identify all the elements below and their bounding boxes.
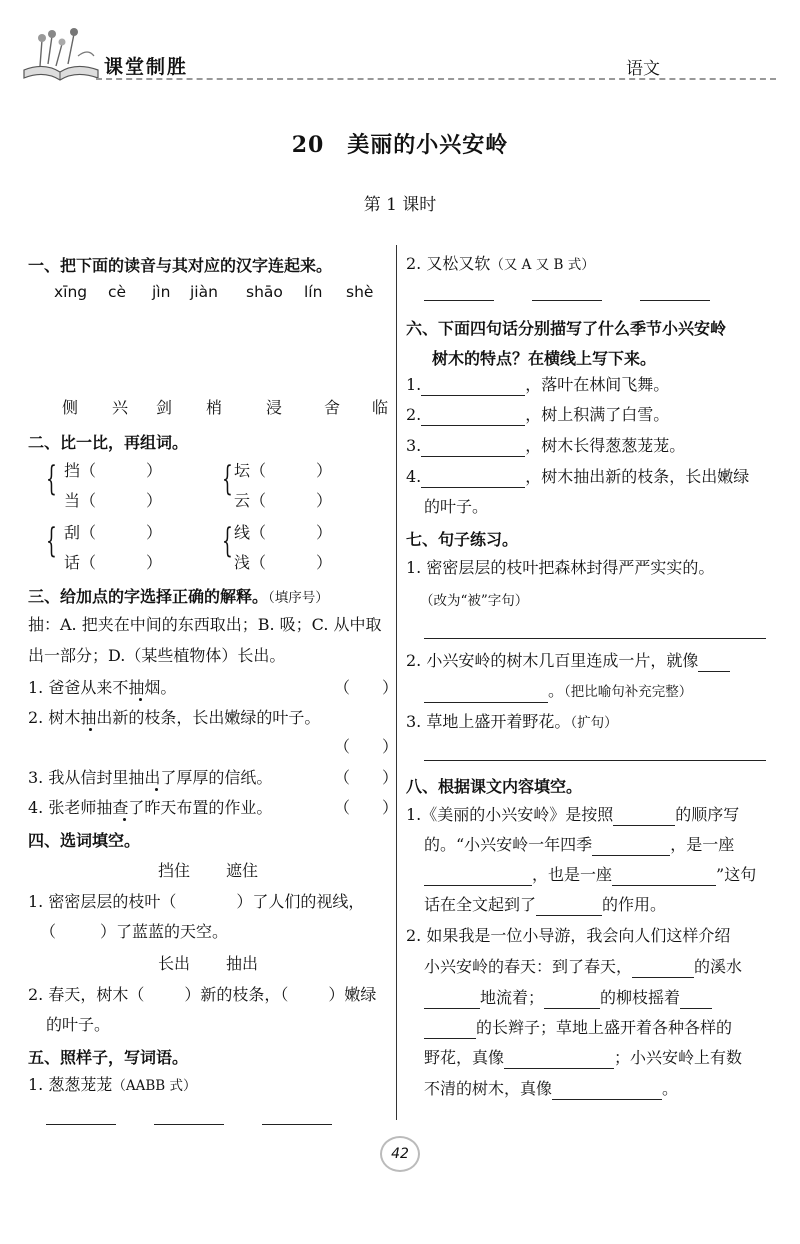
q2-pair-item: 刮（ ） bbox=[64, 523, 163, 542]
brace-icon: { bbox=[222, 459, 233, 499]
emphasis-dot bbox=[139, 698, 142, 701]
answer-blank[interactable] bbox=[592, 838, 670, 856]
header-brand: 课堂制胜 bbox=[104, 56, 189, 78]
q2-pair-item: 当（ ） bbox=[64, 491, 163, 510]
q3-item: 3. 我从信封里抽出了厚厚的信纸。 bbox=[28, 768, 273, 787]
q8-p2-line4: 的长辫子；草地上盛开着各种各样的 bbox=[424, 1017, 732, 1039]
q5-heading: 五、照样子，写词语。 bbox=[28, 1048, 189, 1067]
q2-pair-item: 浅（ ） bbox=[234, 553, 333, 572]
char-item[interactable]: 侧 bbox=[62, 398, 79, 417]
q6-item: 1. ，落叶在林间飞舞。 bbox=[406, 375, 670, 394]
brace-icon: { bbox=[222, 521, 233, 561]
q8-p1-line3: ，也是一座 ”这句 bbox=[424, 864, 756, 886]
q3-answer-paren[interactable]: （ ） bbox=[334, 768, 399, 787]
char-item[interactable]: 剑 bbox=[156, 398, 173, 417]
q7-sentence2: 2. 小兴安岭的树木几百里连成一片，就像 bbox=[406, 650, 730, 672]
lesson-subtitle: 第 1 课时 bbox=[363, 195, 437, 215]
pinyin-item[interactable]: shè bbox=[346, 283, 374, 301]
emphasis-dot bbox=[123, 818, 126, 821]
q3-heading-note: （填序号） bbox=[268, 590, 329, 606]
page-title: 20 美丽的小兴安岭 bbox=[291, 132, 509, 158]
q3-heading: 三、给加点的字选择正确的解释。 bbox=[28, 587, 269, 606]
q1-char-row bbox=[62, 397, 388, 419]
answer-blank[interactable] bbox=[421, 439, 525, 457]
answer-line[interactable] bbox=[154, 1124, 224, 1125]
pinyin-item[interactable]: jiàn bbox=[190, 283, 218, 301]
answer-line[interactable] bbox=[424, 638, 766, 639]
q4-word-option: 长出 bbox=[158, 954, 191, 973]
emphasis-dot bbox=[89, 728, 92, 731]
pinyin-item[interactable]: cè bbox=[108, 283, 127, 301]
q7-sentence1: 1. 密密层层的枝叶把森林封得严严实实的。 bbox=[406, 558, 715, 577]
q4-sentence2-line1: 2. 春天，树木（ ）新的枝条，（ ）嫩绿 bbox=[28, 985, 377, 1004]
char-item[interactable]: 舍 bbox=[324, 398, 341, 417]
answer-line[interactable] bbox=[46, 1124, 116, 1125]
q2-pair-item: 话（ ） bbox=[64, 553, 163, 572]
answer-blank[interactable] bbox=[544, 991, 600, 1009]
answer-blank[interactable] bbox=[612, 868, 716, 886]
brace-icon: { bbox=[46, 459, 57, 499]
answer-line[interactable] bbox=[424, 760, 766, 761]
char-item[interactable]: 兴 bbox=[112, 398, 129, 417]
brace-icon: { bbox=[46, 521, 57, 561]
answer-line[interactable] bbox=[424, 300, 494, 301]
char-item[interactable]: 梢 bbox=[206, 398, 223, 417]
q4-sentence1-line2: （ ）了蓝蓝的天空。 bbox=[40, 922, 229, 941]
q4-sentence2-line2: 的叶子。 bbox=[46, 1015, 111, 1034]
q1-heading: 一、把下面的读音与其对应的汉字连起来。 bbox=[28, 256, 333, 275]
q7-sentence1-note: （改为“被”字句） bbox=[420, 593, 529, 609]
q3-answer-paren[interactable]: （ ） bbox=[334, 678, 399, 697]
q8-p1-line2: 的。“小兴安岭一年四季 ，是一座 bbox=[424, 835, 735, 854]
q2-pair-item: 坛（ ） bbox=[234, 461, 333, 480]
answer-blank[interactable] bbox=[421, 378, 525, 396]
q4-heading: 四、选词填空。 bbox=[28, 831, 141, 850]
q8-p2-line3: 地流着； 的柳枝摇着 bbox=[424, 987, 712, 1009]
q2-pair-item: 线（ ） bbox=[234, 523, 333, 542]
q3-heading-row bbox=[28, 584, 329, 609]
q8-p2-line5: 野花，真像 ；小兴安岭上有数 bbox=[424, 1048, 743, 1067]
q3-definition-line2: 出一部分；D.（某些植物体）长出。 bbox=[28, 646, 286, 665]
q3-item: 1. 爸爸从来不抽烟。 bbox=[28, 678, 177, 697]
q3-definition-line1: 抽：A. 把夹在中间的东西取出；B. 吸；C. 从中取 bbox=[28, 615, 382, 634]
q6-heading-line1: 六、下面四句话分别描写了什么季节小兴安岭 bbox=[406, 319, 727, 338]
q8-p2-line2: 小兴安岭的春天：到了春天， 的溪水 bbox=[424, 957, 743, 976]
q4-sentence1-line1: 1. 密密层层的枝叶（ ）了人们的视线， bbox=[28, 892, 365, 911]
book-logo-icon bbox=[18, 26, 104, 84]
answer-line[interactable] bbox=[532, 300, 602, 301]
q3-item: 4. 张老师抽查了昨天布置的作业。 bbox=[28, 798, 273, 817]
q2-heading: 二、比一比，再组词。 bbox=[28, 433, 189, 452]
q8-p1-line4: 话在全文起到了 的作用。 bbox=[424, 895, 667, 914]
char-item[interactable]: 浸 bbox=[266, 398, 283, 417]
emphasis-dot bbox=[155, 788, 158, 791]
answer-blank[interactable] bbox=[424, 685, 548, 703]
answer-blank[interactable] bbox=[424, 1021, 476, 1039]
header-divider bbox=[96, 78, 776, 80]
char-item[interactable]: 临 bbox=[372, 398, 389, 417]
q8-p2-line1: 2. 如果我是一位小导游，我会向人们这样介绍 bbox=[406, 926, 731, 945]
answer-blank[interactable] bbox=[421, 470, 525, 488]
q7-sentence2-cont: 。（把比喻句补充完整） bbox=[424, 680, 692, 703]
answer-blank[interactable] bbox=[536, 898, 602, 916]
q6-item: 4. ，树木抽出新的枝条，长出嫩绿 bbox=[406, 467, 750, 486]
answer-line[interactable] bbox=[262, 1124, 332, 1125]
q5-item1: 1. 葱葱茏茏（AABB 式） bbox=[28, 1075, 197, 1094]
q6-item: 2. ，树上积满了白雪。 bbox=[406, 405, 670, 424]
pinyin-item[interactable]: jìn bbox=[152, 283, 171, 301]
answer-blank[interactable] bbox=[424, 991, 480, 1009]
pinyin-item[interactable]: shāo bbox=[246, 283, 283, 301]
q4-word-option: 挡住 bbox=[158, 861, 191, 880]
q4-word-option: 抽出 bbox=[226, 954, 259, 973]
header-subject: 语文 bbox=[626, 59, 660, 79]
q2-pair-item: 云（ ） bbox=[234, 491, 333, 510]
q1-pinyin-row bbox=[54, 281, 373, 303]
q5-item2: 2. 又松又软（又 A 又 B 式） bbox=[406, 254, 595, 273]
answer-blank[interactable] bbox=[632, 960, 694, 978]
q6-item4-continuation: 的叶子。 bbox=[424, 497, 489, 516]
q7-sentence3: 3. 草地上盛开着野花。（扩句） bbox=[406, 712, 618, 731]
answer-blank[interactable] bbox=[552, 1082, 662, 1100]
answer-blank[interactable] bbox=[504, 1051, 614, 1069]
q3-answer-paren[interactable]: （ ） bbox=[334, 798, 399, 817]
page-number: 42 bbox=[380, 1136, 420, 1172]
q6-heading-line2: 树木的特点？在横线上写下来。 bbox=[432, 349, 657, 368]
answer-line[interactable] bbox=[640, 300, 710, 301]
answer-blank[interactable] bbox=[613, 808, 675, 826]
q2-pair-item: 挡（ ） bbox=[64, 461, 163, 480]
q4-word-option: 遮住 bbox=[226, 861, 259, 880]
answer-blank[interactable] bbox=[421, 408, 525, 426]
q3-answer-paren[interactable]: （ ） bbox=[334, 737, 399, 756]
q6-item: 3. ，树木长得葱葱茏茏。 bbox=[406, 436, 686, 455]
answer-blank[interactable] bbox=[424, 868, 532, 886]
answer-blank[interactable] bbox=[680, 991, 712, 1009]
q8-heading: 八、根据课文内容填空。 bbox=[406, 777, 583, 796]
pinyin-item[interactable]: lín bbox=[304, 283, 323, 301]
q8-p2-line6: 不清的树木，真像 。 bbox=[424, 1079, 679, 1098]
pinyin-item[interactable]: xīng bbox=[54, 283, 88, 301]
q7-heading: 七、句子练习。 bbox=[406, 530, 519, 549]
q3-item: 2. 树木抽出新的枝条，长出嫩绿的叶子。 bbox=[28, 708, 321, 727]
answer-blank[interactable] bbox=[698, 654, 730, 672]
q8-p1-line1: 1.《美丽的小兴安岭》是按照 的顺序写 bbox=[406, 805, 740, 824]
